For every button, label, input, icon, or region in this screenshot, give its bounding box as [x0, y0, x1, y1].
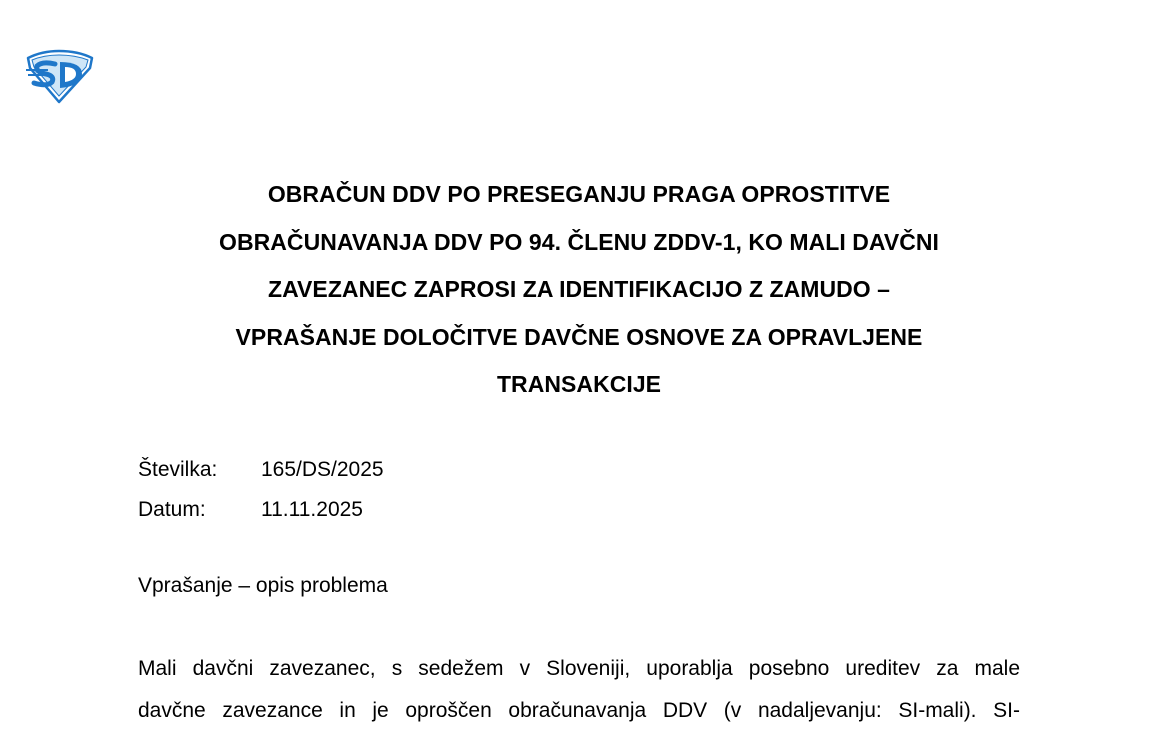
title-line: OBRAČUN DDV PO PRESEGANJU PRAGA OPROSTITVE [267, 181, 891, 207]
number-label: Številka: [138, 458, 218, 481]
title-line: TRANSAKCIJE [496, 371, 662, 397]
date-label: Datum: [138, 498, 206, 521]
title-line: ZAVEZANEC ZAPROSI ZA IDENTIFIKACIJO Z ZAMUDO – [267, 276, 891, 302]
body-paragraph [138, 648, 1020, 732]
date-row [138, 490, 384, 530]
company-logo [22, 48, 96, 104]
number-value: 165/DS/2025 [261, 458, 384, 481]
body-line: davčne zavezance in je oproščen obračunavanja DDV (v nadaljevanju: SI-mali). SI- [138, 699, 1020, 722]
title-line: OBRAČUNAVANJA DDV PO 94. ČLENU ZDDV-1, KO MALI DAVČNI [219, 228, 939, 255]
document-title [120, 171, 1038, 409]
document-metadata [138, 450, 384, 530]
title-line: VPRAŠANJE DOLOČITVE DAVČNE OSNOVE ZA OPRAVLJENE [235, 323, 923, 350]
section-heading: Vprašanje – opis problema [138, 574, 388, 597]
date-value: 11.11.2025 [261, 498, 363, 521]
body-line: Mali davčni zavezanec, s sedežem v Sloveniji, uporablja posebno ureditev za male [138, 657, 1020, 680]
number-row [138, 450, 384, 490]
sd-shield-logo-icon [22, 48, 96, 104]
